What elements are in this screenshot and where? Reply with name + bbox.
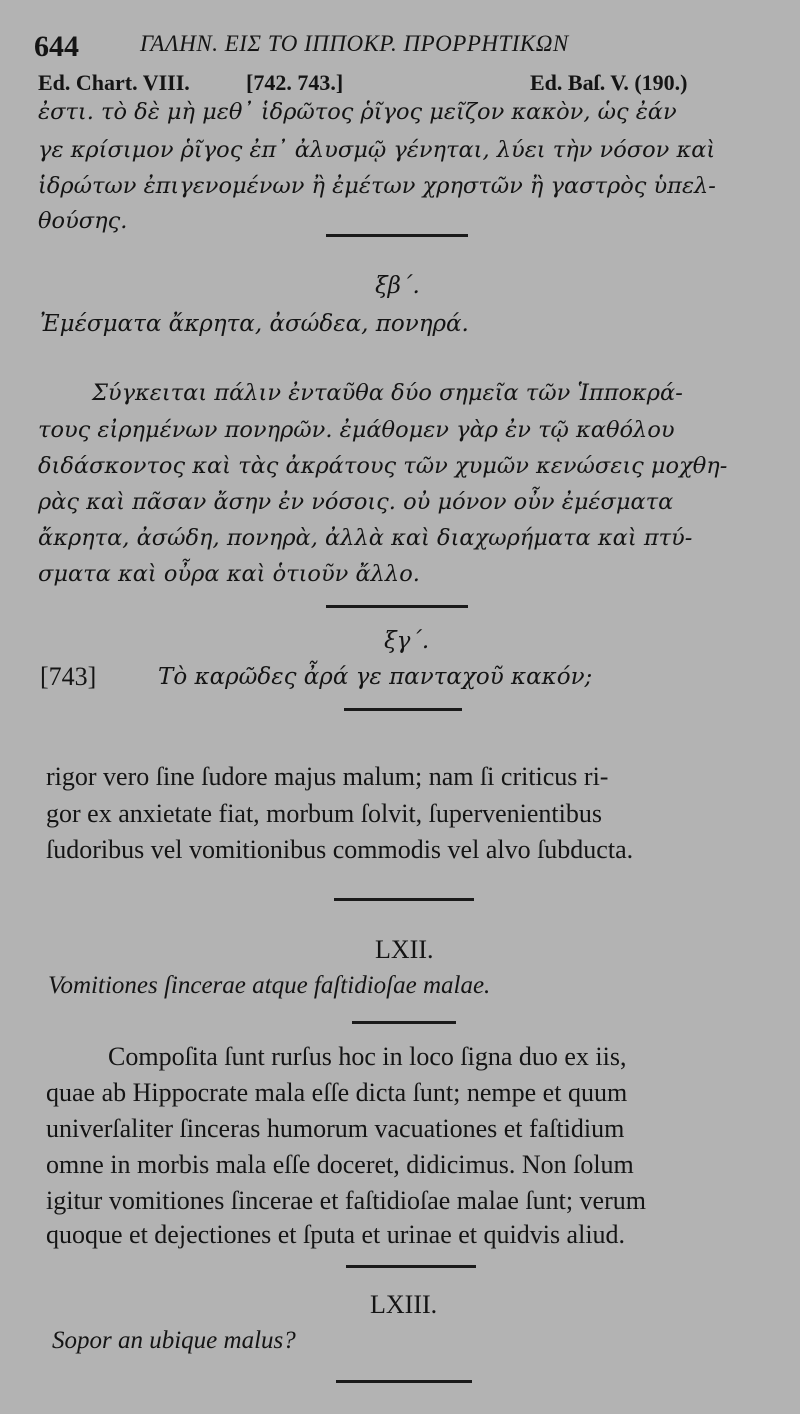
greek-commentary-line: τους εἰρημένων πονηρῶν. ἐμάθομεν γὰρ ἐν τῷ καθόλου: [38, 417, 675, 443]
divider-rule: [344, 708, 462, 711]
running-title: ΓΑΛΗΝ. ΕΙΣ ΤΟ ΙΠΠΟΚΡ. ΠΡΟΡΡΗΤΙΚΩΝ: [140, 31, 569, 56]
greek-section-number: ξβ΄.: [375, 273, 420, 299]
divider-rule: [326, 234, 468, 237]
greek-commentary-line: διδάσκοντος καὶ τὰς ἀκράτους τῶν χυμῶν κενώσεις μοχθη-: [38, 453, 728, 479]
divider-rule: [326, 605, 468, 608]
latin-commentary-line: igitur vomitiones ſincerae et faſtidioſae malae ſunt; verum: [46, 1186, 646, 1215]
edition-chart: Ed. Chart. VIII.: [38, 70, 190, 95]
edition-basel: Ed. Baſ. V. (190.): [530, 70, 688, 95]
greek-intro-line: γε κρίσιμον ῥῖγος ἐπ᾽ ἀλυσμῷ γένηται, λύει τὴν νόσον καὶ: [38, 137, 716, 163]
divider-rule: [346, 1265, 476, 1268]
greek-intro-line: θούσης.: [38, 208, 128, 234]
greek-intro-line: ἐστι. τὸ δὲ μὴ μεθ᾽ ἱδρῶτος ῥῖγος μεῖζον κακὸν, ὡς ἐάν: [38, 99, 677, 125]
divider-rule: [334, 898, 474, 901]
latin-commentary-line: quoque et dejectiones et ſputa et urinae et quidvis aliud.: [46, 1220, 626, 1249]
greek-commentary-line: ἄκρητα, ἀσώδη, πονηρὰ, ἀλλὰ καὶ διαχωρήματα καὶ πτύ-: [38, 525, 693, 551]
latin-commentary-line: Compoſita ſunt rurſus hoc in loco ſigna duo ex iis,: [108, 1042, 627, 1071]
latin-commentary-line: quae ab Hippocrate mala eſſe dicta ſunt; nempe et quum: [46, 1078, 628, 1107]
latin-section-heading: Sopor an ubique malus?: [52, 1327, 296, 1354]
page-number: 644: [34, 30, 79, 63]
latin-section-number: LXIII.: [370, 1290, 438, 1319]
latin-intro-line: rigor vero ſine ſudore majus malum; nam ſi criticus ri-: [46, 762, 609, 791]
greek-section-number: ξγ΄.: [384, 628, 430, 654]
latin-commentary-line: univerſaliter ſinceras humorum vacuationes et faſtidium: [46, 1114, 625, 1143]
greek-section-heading: Ἐμέσματα ἄκρητα, ἀσώδεα, πονηρά.: [40, 311, 469, 337]
edition-chart-pages: [742. 743.]: [246, 70, 344, 95]
greek-section-heading: Τὸ καρῶδες ἆρά γε πανταχοῦ κακόν;: [158, 664, 593, 690]
latin-commentary-line: omne in morbis mala eſſe doceret, didicimus. Non ſolum: [46, 1150, 634, 1179]
greek-commentary-line: Σύγκειται πάλιν ἐνταῦθα δύο σημεῖα τῶν Ἱπποκρά-: [92, 380, 683, 406]
greek-commentary-line: ρὰς καὶ πᾶσαν ἄσην ἐν νόσοις. οὐ μόνον οὖν ἐμέσματα: [38, 489, 674, 515]
divider-rule: [352, 1021, 456, 1024]
page-bracket-marker: [743]: [40, 662, 97, 691]
latin-section-number: LXII.: [375, 935, 434, 964]
latin-section-heading: Vomitiones ſincerae atque faſtidioſae malae.: [48, 972, 491, 999]
latin-intro-line: ſudoribus vel vomitionibus commodis vel alvo ſubducta.: [46, 835, 634, 864]
greek-commentary-line: σματα καὶ οὖρα καὶ ὁτιοῦν ἄλλο.: [38, 561, 420, 587]
greek-intro-line: ἱδρώτων ἐπιγενομένων ἢ ἐμέτων χρηστῶν ἢ γαστρὸς ὑπελ-: [38, 173, 716, 199]
latin-intro-line: gor ex anxietate fiat, morbum ſolvit, ſupervenientibus: [46, 799, 602, 828]
divider-rule: [336, 1380, 472, 1383]
